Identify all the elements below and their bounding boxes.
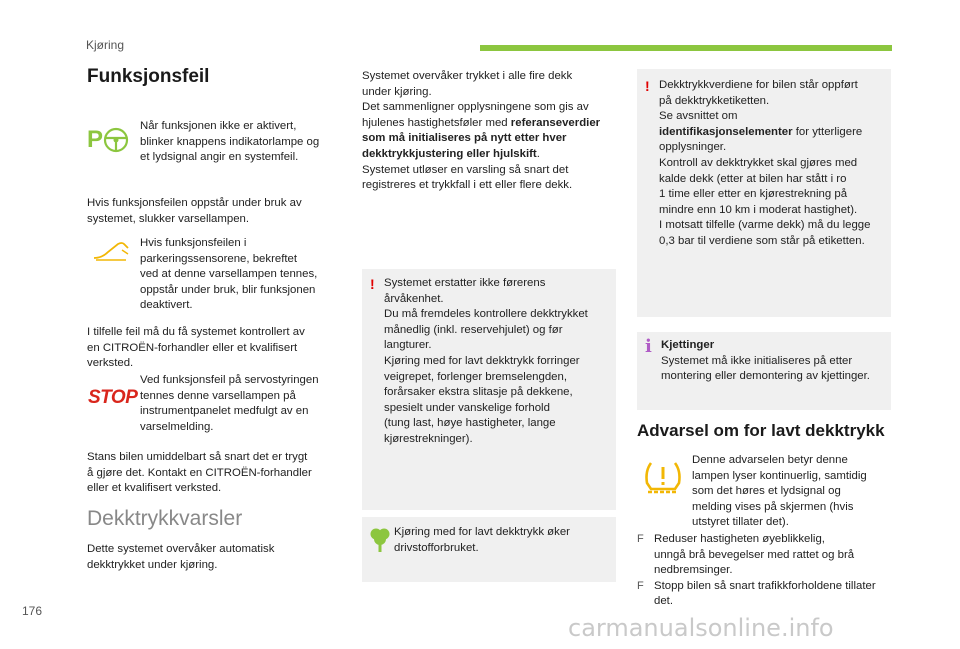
list-item: F Stopp bilen så snart trafikkforholdene tillater det. bbox=[637, 579, 876, 608]
tyre-pressure-warning-lamp-icon bbox=[643, 459, 683, 495]
stop-warning-icon: STOP bbox=[88, 387, 138, 408]
svg-text:P: P bbox=[87, 126, 104, 153]
watermark: carmanualsonline.info bbox=[568, 614, 834, 642]
warning-box-text: Systemet erstatter ikke førerens årvåkenhet. Du må fremdeles kontrollere dekktrykket månedlig (inkl. reservehjulet) og før langturer. Kjøring med for lavt dekktrykk forringer veigrepet, forlenger bremselengden, forårsaker ekstra slitasje på dekkene, spesielt under vanskelige forhold (tung last, høye hastigheter, lange kjørestrekninger). bbox=[384, 277, 588, 445]
col1-paragraph-6: Stans bilen umiddelbart så snart det er trygt å gjøre det. Kontakt en CITROËN-forhandler eller et kvalifisert verksted. bbox=[87, 451, 312, 495]
list-item: F Reduser hastigheten øyeblikkelig, unngå brå bevegelser med rattet og brå nedbremsinger. bbox=[637, 533, 855, 577]
col1-paragraph-7: Dette systemet overvåker automatisk dekktrykket under kjøring. bbox=[87, 543, 275, 571]
parking-sensor-warning-icon bbox=[92, 240, 132, 262]
section-accent-bar bbox=[480, 45, 892, 51]
warning-box-text: Dekktrykkverdiene for bilen står oppført på dekktrykketiketten. Se avsnittet om identifikasjonselementer for ytterligere opplysninger. Kontroll av dekktrykket skal gjøres med kalde dekk (etter at bilen har stått i ro 1 time eller etter en kjørestrekning på mindre enn 10 km i moderat hastighet). I motsatt tilfelle (varme dekk) må du legge 0,3 bar til verdiene som står på etiketten. bbox=[659, 79, 871, 247]
park-assist-button-icon bbox=[87, 123, 129, 155]
info-box-text: Kjettinger Systemet må ikke initialiseres på etter montering eller demontering av kjettinger. bbox=[661, 339, 870, 383]
heading-funksjonsfeil: Funksjonsfeil bbox=[87, 66, 210, 87]
col1-paragraph-4: I tilfelle feil må du få systemet kontrollert av en CITROËN-forhandler eller et kvalifisert verksted. bbox=[87, 326, 305, 370]
heading-low-tyre-pressure-warning: Advarsel om for lavt dekktrykk bbox=[637, 421, 885, 440]
warning-box-tyre-pressure-values bbox=[637, 69, 891, 317]
page-number: 176 bbox=[22, 604, 43, 618]
info-icon: i bbox=[645, 336, 652, 357]
col1-paragraph-3: Hvis funksjonsfeilen i parkeringssensorene, bekreftet ved at denne varsellampen tennes, oppstår under bruk, blir funksjonen deaktivert. bbox=[140, 237, 318, 312]
bullet-marker: F bbox=[637, 579, 644, 592]
heading-dekktrykkvarsler: Dekktrykkvarsler bbox=[87, 507, 243, 530]
col3-paragraph-1: Denne advarselen betyr denne lampen lyser kontinuerlig, samtidig som det høres et lydsignal og melding vises på skjermen (hvis utstyret tillater det). bbox=[692, 454, 867, 529]
col2-paragraph-1: Systemet overvåker trykket i alle fire dekk under kjøring. Det sammenligner opplysningene som gis av hjulenes hastighetsføler med referanseverdier som må initialiseres på nytt etter hver dekktrykkjustering eller hjulskift. Systemet utløser en varsling så snart det registreres et trykkfall i ett eller flere dekk. bbox=[362, 70, 601, 192]
col1-paragraph-5: Ved funksjonsfeil på servostyringen tennes denne varsellampen på instrumentpanelet medfulgt av en varselmelding. bbox=[140, 374, 319, 433]
warning-exclamation-icon: ! bbox=[370, 276, 375, 292]
col1-paragraph-1: Når funksjonen ikke er aktivert, blinker knappens indikatorlampe og et lydsignal angir en systemfeil. bbox=[140, 120, 320, 164]
info-box-chains bbox=[637, 332, 891, 410]
section-label: Kjøring bbox=[86, 38, 125, 52]
warning-box-vigilance bbox=[362, 269, 616, 510]
eco-leaf-icon bbox=[370, 526, 390, 552]
action-list bbox=[637, 532, 897, 610]
col1-paragraph-2: Hvis funksjonsfeilen oppstår under bruk av systemet, slukker varsellampen. bbox=[87, 197, 302, 225]
warning-exclamation-icon: ! bbox=[645, 78, 650, 94]
eco-box-fuel-consumption bbox=[362, 517, 616, 582]
eco-box-text: Kjøring med for lavt dekktrykk øker drivstofforbruket. bbox=[394, 526, 570, 554]
bullet-marker: F bbox=[637, 533, 644, 545]
